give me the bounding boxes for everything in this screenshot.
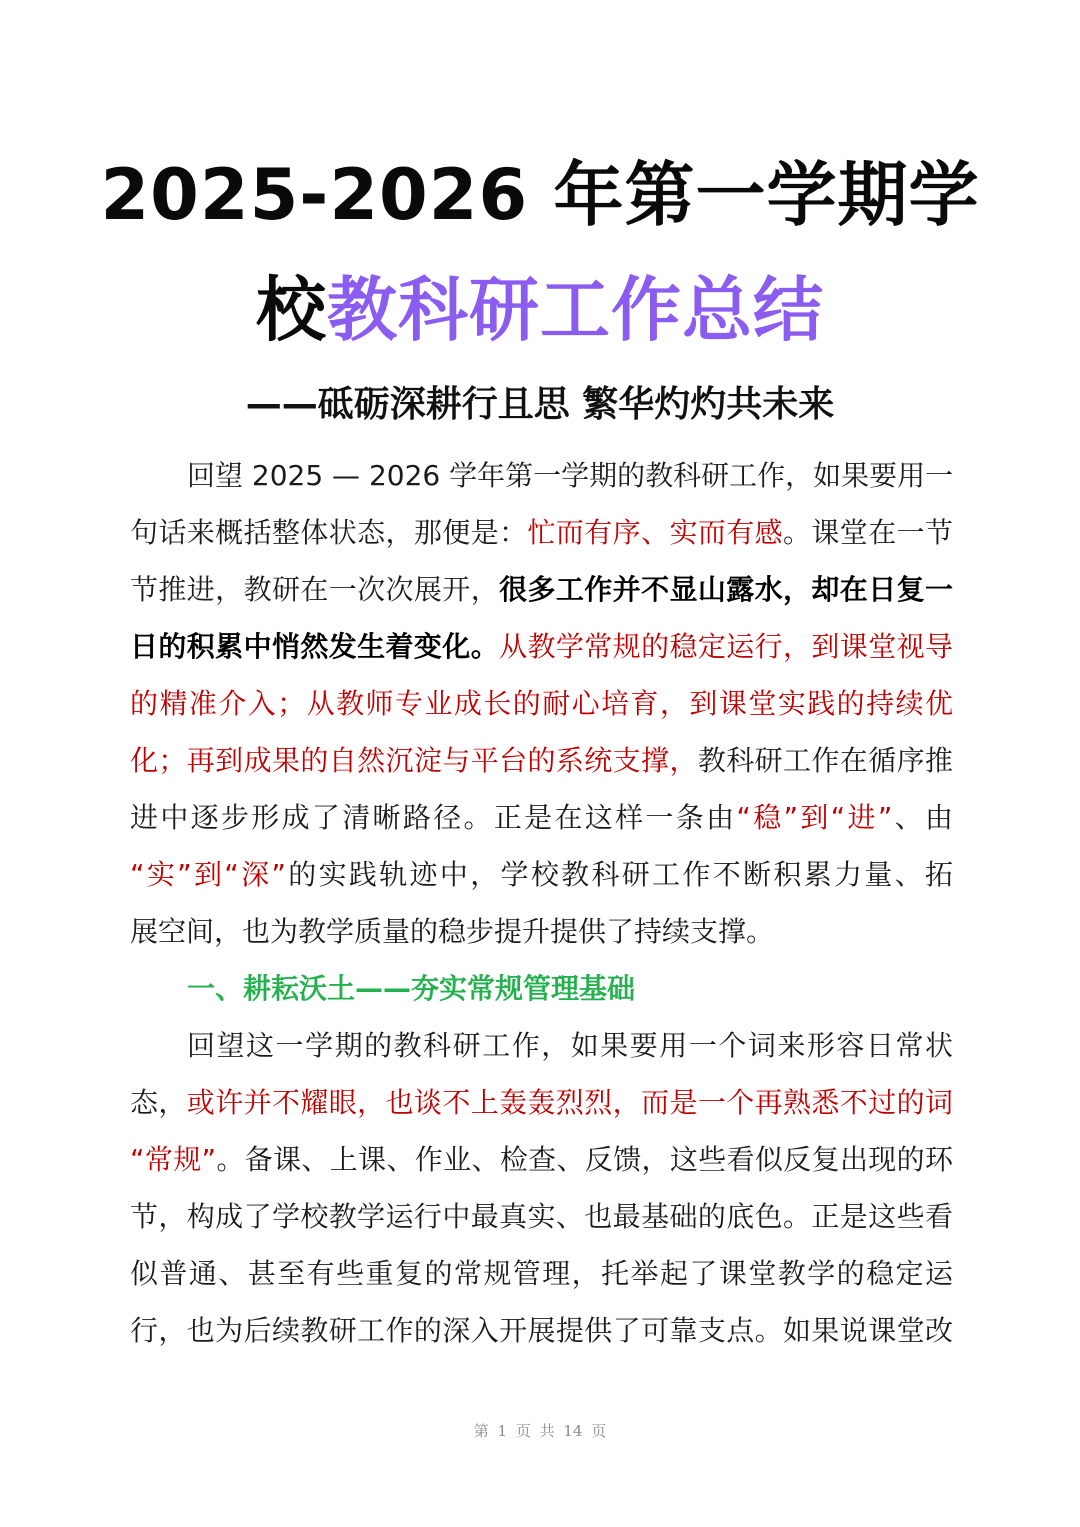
body-text: 进中逐步形成了清晰路径。正是在这样一条由: [130, 801, 737, 834]
body-text: 回望这一学期的教科研工作，如果要用一个词来形容日常状: [187, 1029, 953, 1062]
body-text: 教科研工作在循序推: [697, 744, 953, 777]
body-text: 、由: [892, 801, 953, 834]
body-text: 节推进，教研在一次次展开，: [130, 573, 500, 606]
text-line: [130, 675, 953, 732]
document-title-line-1: 2025-2026 年第一学期学: [100, 154, 980, 236]
body-text: 。备课、上课、作业、检查、反馈，这些看似反复出现的环: [216, 1143, 953, 1176]
body-text: 态，: [130, 1086, 187, 1119]
bold-text: 日的积累中悄然发生着变化。: [130, 630, 500, 663]
text-line: [130, 1074, 953, 1131]
highlighted-text: 的精准介入；从教师专业成长的耐心培育，到课堂实践的持续优: [130, 687, 953, 720]
title-black-part: 校: [256, 269, 327, 351]
page-number-footer: 第 1 页 共 14 页: [473, 1422, 607, 1440]
text-line: [130, 618, 953, 675]
highlighted-text: “实”到“深”: [130, 858, 286, 891]
body-text: 的实践轨迹中，学校教科研工作不断积累力量、拓: [285, 858, 953, 891]
text-line: [130, 447, 953, 504]
text-line: [130, 504, 953, 561]
body-text: 似普通、甚至有些重复的常规管理，托举起了课堂教学的稳定运: [130, 1257, 953, 1290]
title-purple-part: 教科研工作总结: [327, 269, 824, 351]
text-line: [130, 846, 953, 903]
text-line: [130, 1188, 953, 1245]
text-line: [130, 1131, 953, 1188]
text-line: [130, 1245, 953, 1302]
section-heading-1: 一、耕耘沃土——夯实常规管理基础: [187, 972, 636, 1005]
document-subtitle: ——砥砺深耕行且思 繁华灼灼共未来: [245, 384, 835, 425]
highlighted-text: 从教学常规的稳定运行，到课堂视导: [499, 630, 953, 663]
body-text: 。课堂在一节: [783, 516, 953, 549]
body-text: 行，也为后续教研工作的深入开展提供了可靠支点。如果说课堂改: [130, 1314, 953, 1347]
body-text: 节，构成了学校教学运行中最真实、也最基础的底色。正是这些看: [130, 1200, 953, 1233]
highlighted-text: “常规”: [130, 1143, 217, 1176]
highlighted-text: 化；再到成果的自然沉淀与平台的系统支撑，: [130, 744, 698, 777]
bold-text: 很多工作并不显山露水，却在日复一: [499, 573, 953, 606]
text-line: [130, 903, 953, 960]
paragraph-routine: [130, 1017, 953, 1359]
text-line: [130, 561, 953, 618]
paragraph-intro: [130, 447, 953, 960]
highlighted-text: “稳”到“进”: [736, 801, 893, 834]
document-body: [130, 447, 953, 1359]
highlighted-text: 忙而有序、实而有感: [527, 516, 784, 549]
document-title-line-2: [0, 265, 1080, 355]
text-line: [130, 1017, 953, 1074]
body-text: 回望 2025 — 2026 学年第一学期的教科研工作，如果要用一: [187, 459, 954, 492]
body-text: 展空间，也为教学质量的稳步提升提供了持续支撑。: [130, 915, 775, 948]
highlighted-text: 或许并不耀眼，也谈不上轰轰烈烈，而是一个再熟悉不过的词: [186, 1086, 953, 1119]
body-text: 句话来概括整体状态，那便是：: [130, 516, 528, 549]
text-line: [130, 789, 953, 846]
text-line: [130, 732, 953, 789]
text-line: [130, 1302, 953, 1359]
